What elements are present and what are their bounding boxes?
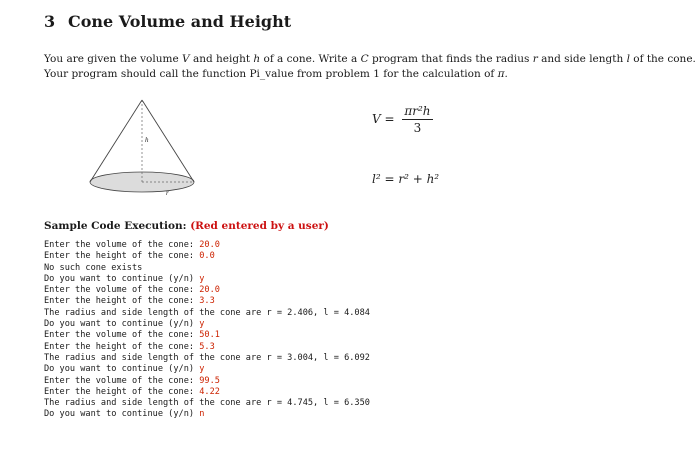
session-user-input: 5.3 <box>199 341 215 352</box>
session-prompt: Enter the volume of the cone: <box>44 285 200 296</box>
volume-denominator: 3 <box>413 121 422 135</box>
session-user-input: y <box>199 364 205 375</box>
session-line <box>44 376 370 387</box>
session-line <box>44 308 370 319</box>
desc-text: You are given the volume <box>44 53 183 65</box>
desc-var-l: l <box>626 53 630 65</box>
session-line <box>44 387 370 398</box>
session-line <box>44 319 370 330</box>
side-length-formula: l² = r² + h² <box>372 172 440 186</box>
session-user-input: 50.1 <box>199 330 220 341</box>
session-user-input: 4.22 <box>199 386 220 397</box>
session-prompt: The radius and side length of the cone are r = 3.004, l = 6.092 <box>44 352 370 363</box>
volume-fraction <box>402 104 432 135</box>
section-title: Cone Volume and Height <box>68 12 292 31</box>
session-prompt: Do you want to continue (y/n) <box>44 409 200 420</box>
session-line <box>44 274 370 285</box>
desc-var-r: r <box>532 53 538 65</box>
desc-var-v: V <box>182 53 190 65</box>
session-prompt: Enter the height of the cone: <box>44 251 200 262</box>
section-number: 3 <box>44 12 56 31</box>
session-line <box>44 285 370 296</box>
cone-right-side <box>142 100 194 182</box>
desc-text: of a cone. Write a <box>260 53 361 65</box>
session-user-input: y <box>199 273 205 284</box>
sample-execution-title <box>44 220 329 232</box>
desc-var-h: h <box>253 53 261 65</box>
session-line <box>44 353 370 364</box>
cone-left-side <box>90 100 142 182</box>
volume-numerator: πr²h <box>404 104 431 118</box>
session-prompt: Do you want to continue (y/n) <box>44 319 200 330</box>
desc-var-pi: π <box>497 68 505 80</box>
session-prompt: Do you want to continue (y/n) <box>44 273 200 284</box>
section-heading <box>44 12 291 31</box>
session-user-input: 20.0 <box>199 285 220 296</box>
session-line <box>44 240 370 251</box>
height-label: h <box>145 136 149 144</box>
session-user-input: 20.0 <box>199 240 220 250</box>
session-prompt: The radius and side length of the cone are r = 4.745, l = 6.350 <box>44 398 370 409</box>
session-user-input: 99.5 <box>199 375 220 386</box>
session-line <box>44 330 370 341</box>
session-user-input: 3.3 <box>199 296 215 307</box>
desc-text: . <box>504 68 508 80</box>
session-prompt: Enter the height of the cone: <box>44 341 200 352</box>
sample-title-text: Sample Code Execution: <box>44 220 191 232</box>
session-prompt: Enter the height of the cone: <box>44 296 200 307</box>
sample-title-note: (Red entered by a user) <box>190 220 329 232</box>
volume-lhs: V = <box>372 112 395 126</box>
session-line <box>44 409 370 420</box>
cone-diagram-icon <box>82 92 202 202</box>
session-prompt: The radius and side length of the cone are r = 2.406, l = 4.084 <box>44 307 370 318</box>
session-user-input: n <box>199 409 205 420</box>
description-line-2 <box>44 67 674 82</box>
session-user-input: 0.0 <box>199 251 215 262</box>
session-line <box>44 342 370 353</box>
description-line-1 <box>44 52 696 67</box>
session-line <box>44 263 370 274</box>
desc-text: and height <box>189 53 254 65</box>
session-line <box>44 296 370 307</box>
radius-label: r <box>166 189 169 197</box>
session-user-input: y <box>199 319 205 330</box>
session-prompt: Do you want to continue (y/n) <box>44 364 200 375</box>
session-prompt: Enter the height of the cone: <box>44 386 200 397</box>
desc-text: program that finds the radius <box>368 53 533 65</box>
session-prompt: Enter the volume of the cone: <box>44 240 200 250</box>
desc-var-c: C <box>360 53 369 65</box>
desc-text: of the cone. <box>629 53 696 65</box>
session-prompt: Enter the volume of the cone: <box>44 375 200 386</box>
desc-text: Your program should call the function Pi_value from problem 1 for the calculation of <box>44 68 498 80</box>
session-line <box>44 251 370 262</box>
desc-text: and side length <box>537 53 627 65</box>
session-prompt: No such cone exists <box>44 262 143 273</box>
session-line <box>44 364 370 375</box>
sample-session-output <box>44 240 370 421</box>
problem-description <box>44 52 696 82</box>
volume-formula <box>372 104 433 135</box>
session-line <box>44 398 370 409</box>
session-prompt: Enter the volume of the cone: <box>44 330 200 341</box>
